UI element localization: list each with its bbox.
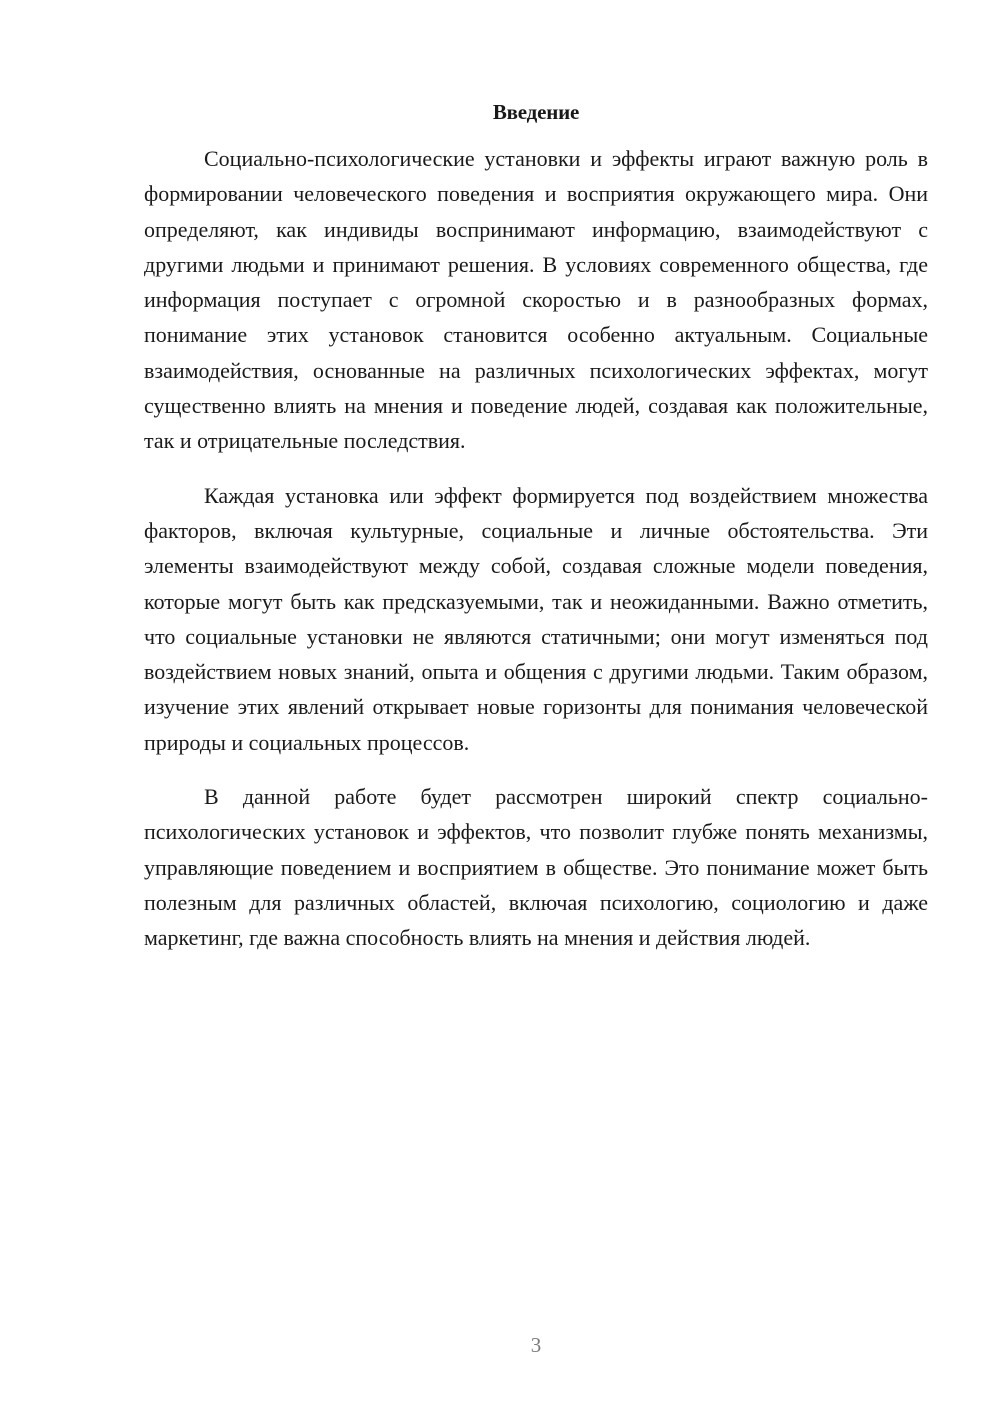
paragraph-2: Каждая установка или эффект формируется под воздействием множества факторов, включая культурные, социальные и личные обстоятельства. Эти элементы взаимодействуют между собой, создавая сложные модели поведения, которые могут быть как предсказуемыми, так и неожиданными. Важно отметить, что социальные установки не являются статичными; они могут изменяться под воздействием новых знаний, опыта и общения с другими людьми. Таким образом, изучение этих явлений открывает новые горизонты для понимания человеческой природы и социальных процессов. — [144, 482, 928, 755]
page-content — [144, 97, 928, 975]
paragraph-1: Социально-психологические установки и эффекты играют важную роль в формировании человеческого поведения и восприятия окружающего мира. Они определяют, как индивиды воспринимают информацию, взаимодействуют с другими людьми и принимают решения. В условиях современного общества, где информация поступает с огромной скоростью и в разнообразных формах, понимание этих установок становится особенно актуальным. Социальные взаимодействия, основанные на различных психологических эффектах, могут существенно влиять на мнения и поведение людей, создавая как положительные, так и отрицательные последствия. — [144, 146, 928, 454]
section-title: Введение — [492, 100, 580, 124]
page-number: 3 — [530, 1333, 542, 1357]
paragraph-3: В данной работе будет рассмотрен широкий спектр социально-психологических установок и эффектов, что позволит глубже понять механизмы, управляющие поведением и восприятием в обществе. Это понимание может быть полезным для различных областей, включая психологию, социологию и даже маркетинг, где важна способность влиять на мнения и действия людей. — [144, 784, 928, 951]
